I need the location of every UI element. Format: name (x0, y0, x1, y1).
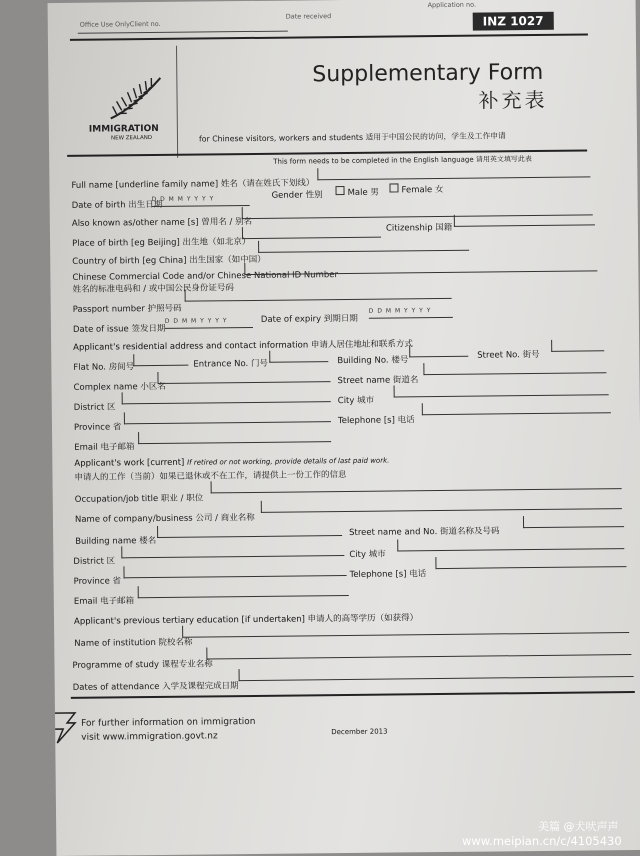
date-of-issue-field[interactable]: D D M M Y Y Y Y (165, 317, 253, 329)
female-label: Female 女 (401, 184, 444, 196)
province-field[interactable] (124, 410, 331, 424)
date-received-label: Date received (285, 12, 332, 21)
english-notice: This form needs to be completed in the English language 请用英文填写此表 (273, 155, 532, 166)
form-title-zh: 补充表 (478, 87, 548, 113)
date-of-issue-label: Date of issue 签发日期 (72, 323, 166, 335)
work-district-label: District 区 (73, 556, 116, 567)
company-field[interactable] (261, 497, 622, 513)
place-of-birth-field[interactable] (242, 226, 381, 239)
ccc-field[interactable] (244, 259, 597, 275)
city-field[interactable] (394, 383, 609, 397)
form-subtitle: for Chinese visitors, workers and students 适用于中国公民的访问，学生及工作申请 (198, 131, 506, 144)
gender-label: Gender 性别 (271, 190, 323, 201)
entrance-label: Entrance No. 门号 (193, 358, 269, 370)
passport-field[interactable] (185, 287, 452, 302)
work-province-field[interactable] (123, 564, 346, 578)
telephone-field[interactable] (422, 401, 611, 415)
dob-label: Date of birth 出生日期 (71, 199, 163, 211)
passport-label: Passport number 护照号码 (72, 303, 182, 315)
ccc-label-zh: 姓名的标准电码和 / 或中国公民身份证号码 (72, 283, 234, 295)
application-no-label: Application no. (427, 0, 477, 10)
district-field[interactable] (122, 390, 331, 404)
header-divider (176, 46, 178, 158)
attendance-field[interactable] (239, 665, 634, 681)
city-label: City 城市 (337, 395, 375, 407)
office-use-rule (78, 31, 288, 34)
flat-label: Flat No. 房间号 (73, 362, 135, 373)
header-rule-top (70, 33, 588, 40)
work-building-label: Building name 楼名 (75, 535, 157, 547)
complex-label: Complex name 小区名 (73, 381, 166, 393)
education-heading: Applicant's previous tertiary education [if undertaken] 申请人的高等学历（如获得） (73, 613, 419, 627)
street-no-field[interactable] (551, 339, 604, 352)
email-label: Email 电子邮箱 (74, 442, 135, 453)
entrance-field[interactable] (269, 350, 328, 363)
street-name-field[interactable] (423, 361, 606, 375)
work-telephone-field[interactable] (435, 555, 626, 569)
building-no-field[interactable] (409, 345, 468, 358)
programme-field[interactable] (206, 643, 631, 659)
form-code-badge: INZ 1027 (473, 12, 554, 31)
full-name-field[interactable] (317, 165, 590, 180)
email-field[interactable] (138, 430, 331, 444)
work-street-label: Street name and No. 街道名称及号码 (349, 526, 500, 538)
female-checkbox[interactable] (389, 183, 398, 192)
male-checkbox[interactable] (335, 186, 344, 195)
footer-visit-link[interactable]: visit www.immigration.govt.nz (81, 731, 218, 743)
client-no-label: Client no. (129, 19, 161, 29)
complex-field[interactable] (157, 370, 330, 384)
country-of-birth-field[interactable] (258, 239, 469, 253)
district-label: District 区 (73, 402, 116, 413)
occupation-label: Occupation/job title 职业 / 职位 (74, 493, 204, 505)
work-email-field[interactable] (138, 584, 349, 598)
work-street-field[interactable] (523, 515, 624, 528)
telephone-label: Telephone [s] 电话 (337, 415, 415, 427)
place-of-birth-label: Place of birth [eg Beijing] 出生地（如北京） (72, 236, 251, 249)
institution-label: Name of institution 院校名称 (74, 637, 193, 649)
work-building-field[interactable] (157, 524, 342, 538)
dob-field[interactable]: D D M M Y Y Y Y (152, 195, 250, 207)
work-heading (74, 456, 389, 469)
male-label: Male 男 (347, 187, 379, 198)
work-district-field[interactable] (121, 544, 344, 558)
logo-title: IMMIGRATION (88, 123, 159, 135)
work-telephone-label: Telephone [s] 电话 (349, 569, 427, 580)
street-name-label: Street name 街道名 (337, 375, 419, 387)
logo-subtitle: NEW ZEALAND (110, 135, 153, 142)
work-email-label: Email 电子邮箱 (73, 596, 135, 607)
aka-label: Also known as/other name [s] 曾用名 / 别名 (71, 216, 253, 229)
attendance-label: Dates of attendance 入学及课程完成日期 (72, 681, 239, 693)
country-of-birth-label: Country of birth [eg China] 出生国家（如中国） (72, 254, 266, 267)
company-label: Name of company/business 公司 / 商业名称 (74, 512, 255, 525)
watermark-url: www.meipian.cn/c/4105430 (462, 834, 622, 848)
date-of-expiry-field[interactable]: D D M M Y Y Y Y (369, 307, 453, 319)
residential-heading: Applicant's residential address and contact information 申请人居住地址和联系方式 (73, 339, 413, 353)
programme-label: Programme of study 课程专业名称 (72, 659, 213, 671)
fern-logo-icon (106, 72, 167, 127)
form-page (48, 0, 640, 856)
date-of-expiry-label: Date of expiry 到期日期 (260, 313, 358, 325)
work-province-label: Province 省 (73, 576, 122, 587)
form-title: Supplementary Form (312, 59, 544, 88)
ccc-label: Chinese Commercial Code and/or Chinese National ID Number (72, 270, 339, 283)
office-use-label: Office Use Only (79, 20, 130, 29)
building-no-label: Building No. 楼号 (337, 355, 409, 367)
footer-date: December 2013 (331, 727, 388, 737)
watermark-brand: 美篇 @犬吠声声 (538, 820, 619, 833)
citizenship-field[interactable] (454, 213, 595, 226)
work-city-label: City 城市 (349, 549, 386, 560)
footer-info: For further information on immigration (81, 716, 256, 729)
street-no-label: Street No. 街号 (477, 349, 540, 361)
flat-field[interactable] (133, 354, 188, 367)
section-rule-bottom (71, 691, 635, 699)
work-heading-note: If retired or not working, provide details of last paid work. (187, 456, 390, 467)
work-heading-zh: 申请人的工作（当前）如果已退休或不在工作，请提供上一份工作的信息 (74, 469, 347, 483)
work-city-field[interactable] (397, 537, 624, 551)
full-name-label: Full name [underline family name] 姓名（请在姓氏下划线） (71, 178, 315, 191)
province-label: Province 省 (73, 422, 122, 433)
work-heading-text: Applicant's work [current] (74, 457, 185, 469)
citizenship-label: Citizenship 国籍 (385, 222, 453, 234)
fern-outline-icon (49, 711, 79, 749)
